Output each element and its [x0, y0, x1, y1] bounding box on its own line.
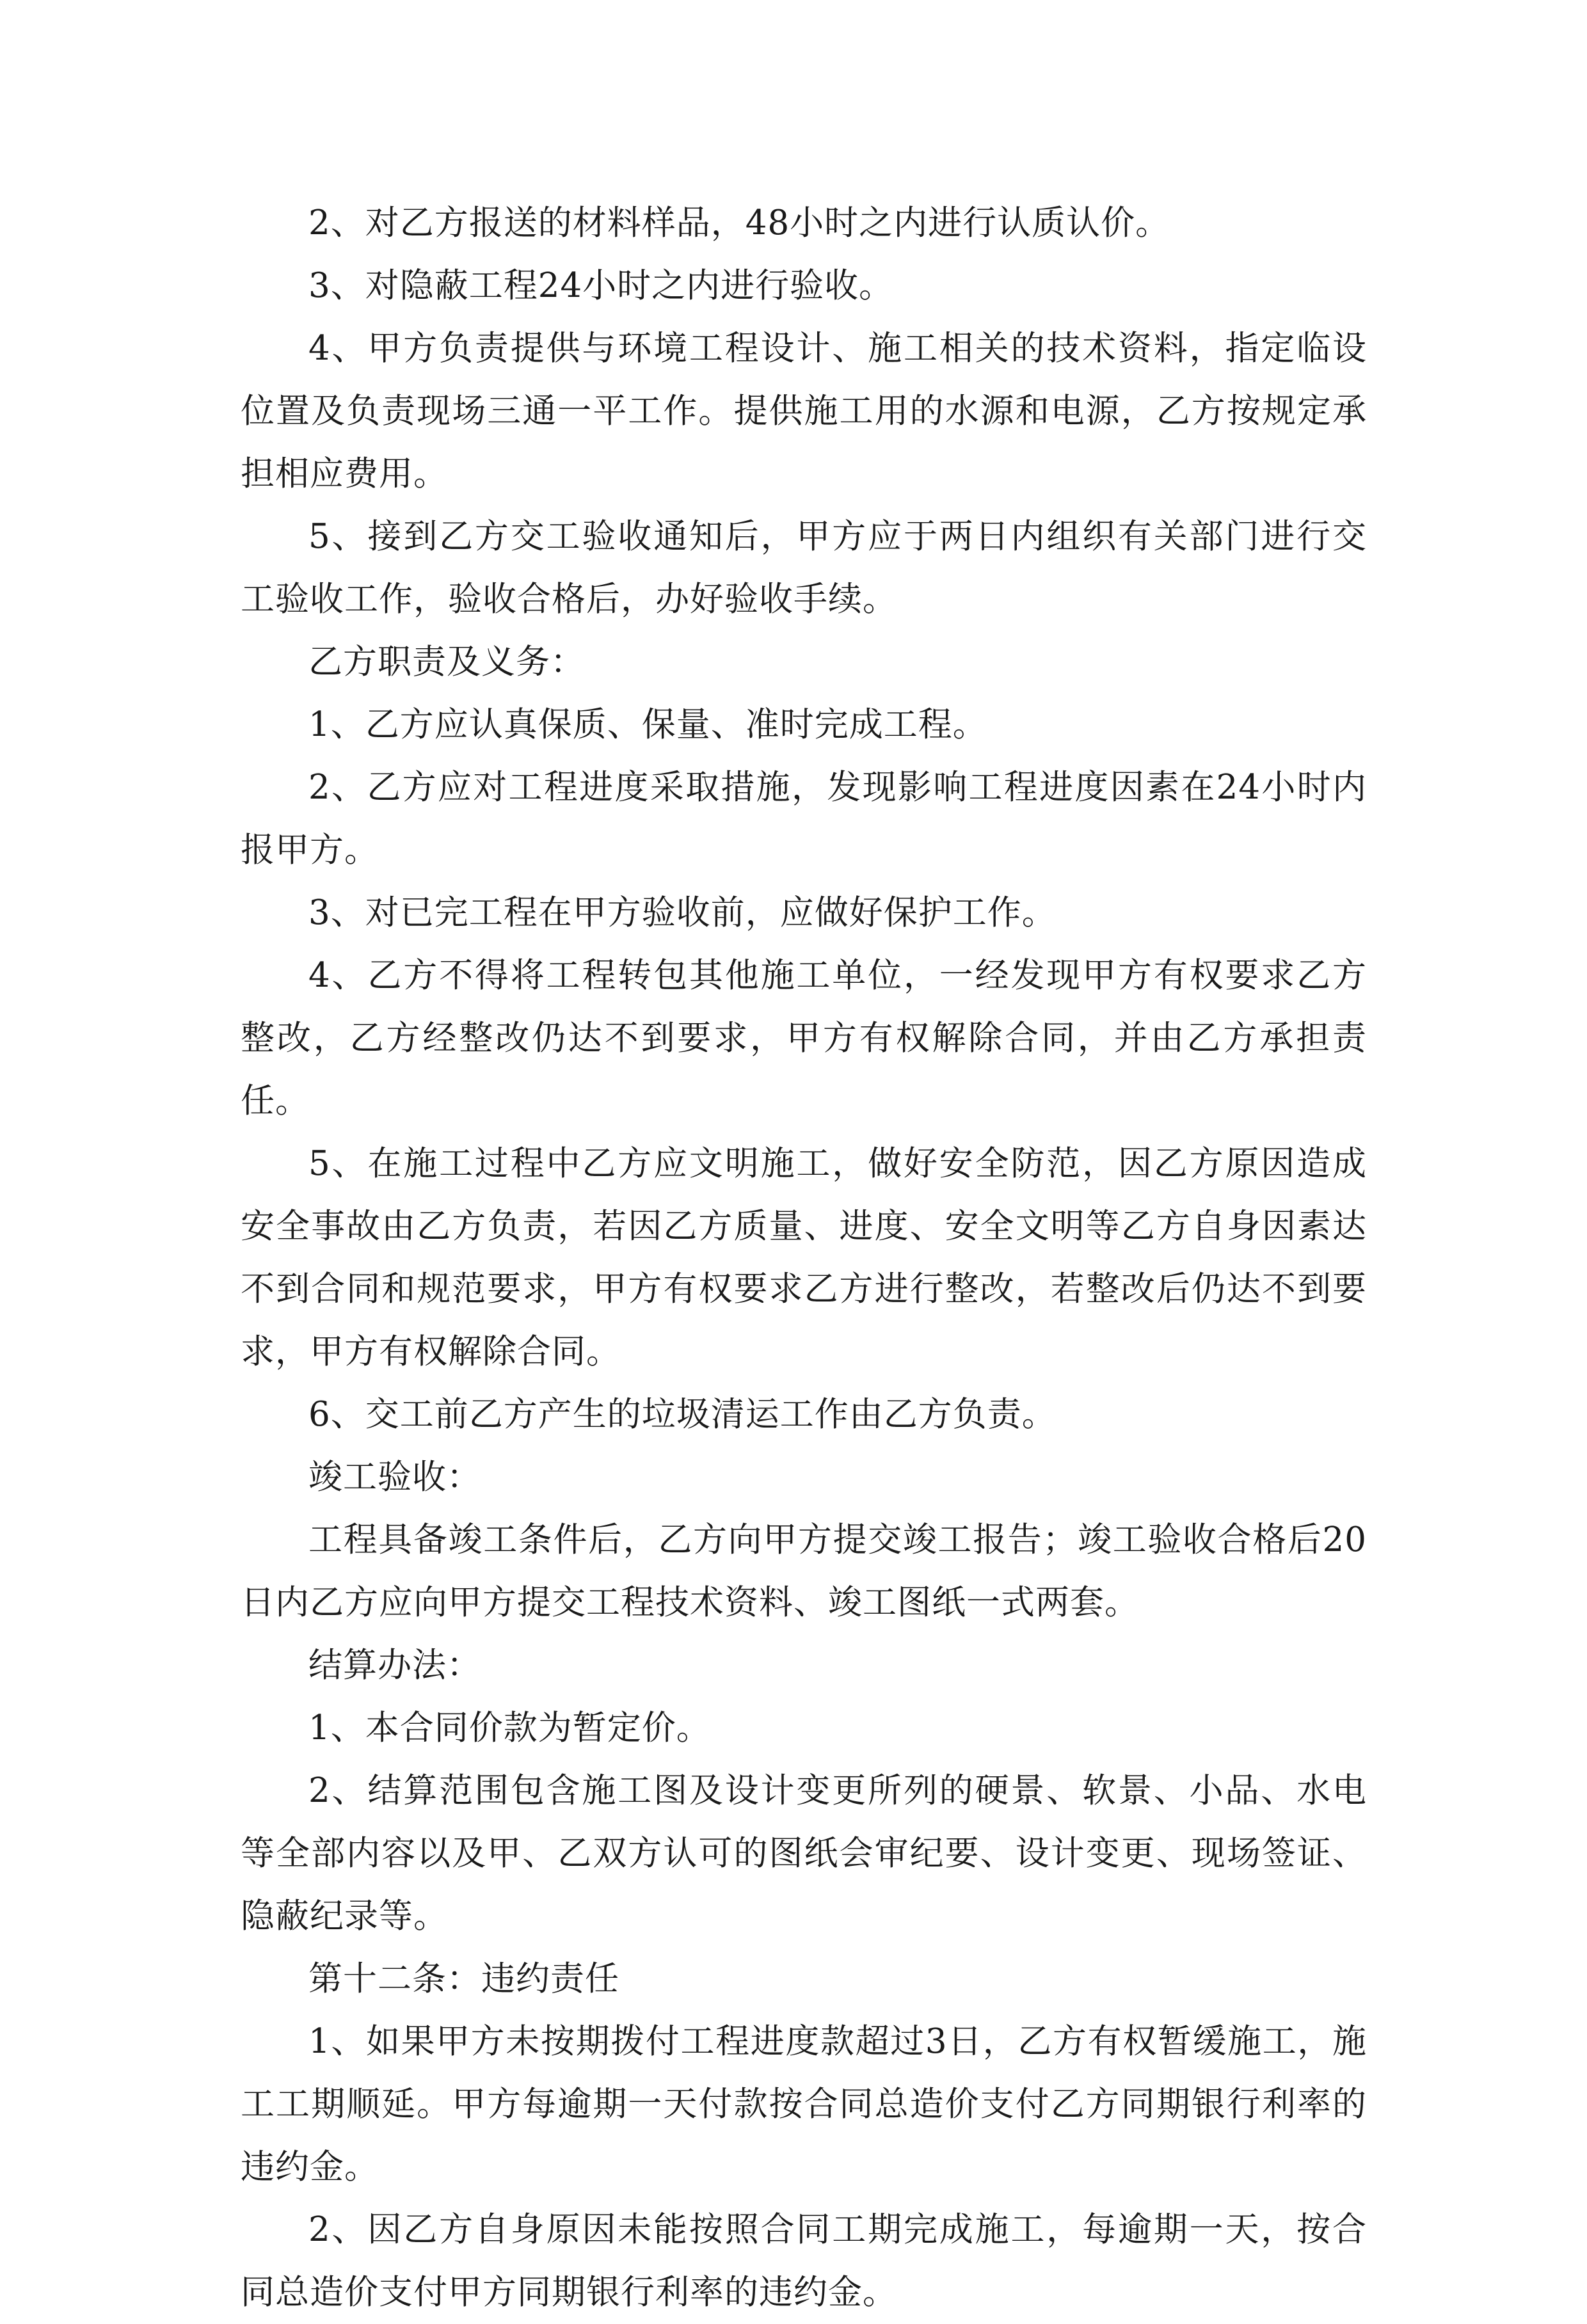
paragraph-2: 3、对隐蔽工程24小时之内进行验收。 — [308, 266, 894, 305]
section-heading-party-b-duties: 乙方职责及义务： — [308, 642, 585, 681]
paragraph-13: 工程具备竣工条件后，乙方向甲方提交竣工报告；竣工验收合格后20日内乙方应向甲方提交工程技术资料、竣工图纸一式两套。 — [241, 1520, 1367, 1622]
paragraph-1: 2、对乙方报送的材料样品，48小时之内进行认质认价。 — [308, 203, 1170, 243]
paragraph-19: 2、因乙方自身原因未能按照合同工期完成施工，每逾期一天，按合同总造价支付甲方同期银行利率的违约金。 — [241, 2210, 1367, 2312]
paragraph-16: 2、结算范围包含施工图及设计变更所列的硬景、软景、小品、水电等全部内容以及甲、乙双方认可的图纸会审纪要、设计变更、现场签证、隐蔽纪录等。 — [241, 1771, 1367, 1936]
paragraph-4: 5、接到乙方交工验收通知后，甲方应于两日内组织有关部门进行交工验收工作，验收合格后，办好验收手续。 — [241, 517, 1367, 619]
section-heading-settlement: 结算办法： — [308, 1646, 481, 1685]
paragraph-8: 3、对已完工程在甲方验收前，应做好保护工作。 — [308, 893, 1057, 932]
paragraph-18: 1、如果甲方未按期拨付工程进度款超过3日，乙方有权暂缓施工，施工工期顺延。甲方每逾期一天付款按合同总造价支付乙方同期银行利率的违约金。 — [241, 2022, 1367, 2186]
paragraph-15: 1、本合同价款为暂定价。 — [308, 1708, 711, 1747]
paragraph-6: 1、乙方应认真保质、保量、准时完成工程。 — [308, 705, 987, 744]
document-body — [241, 192, 1367, 2324]
section-heading-article-12: 第十二条：违约责任 — [308, 1959, 619, 1998]
paragraph-9: 4、乙方不得将工程转包其他施工单位，一经发现甲方有权要求乙方整改，乙方经整改仍达不到要求，甲方有权解除合同，并由乙方承担责任。 — [241, 956, 1367, 1120]
paragraph-7: 2、乙方应对工程进度采取措施，发现影响工程进度因素在24小时内报甲方。 — [241, 768, 1367, 870]
paragraph-10: 5、在施工过程中乙方应文明施工，做好安全防范，因乙方原因造成安全事故由乙方负责，若因乙方质量、进度、安全文明等乙方自身因素达不到合同和规范要求，甲方有权要求乙方进行整改，若整改后仍达不到要求，甲方有权解除合同。 — [241, 1144, 1367, 1371]
paragraph-11: 6、交工前乙方产生的垃圾清运工作由乙方负责。 — [308, 1395, 1057, 1434]
section-heading-completion-acceptance: 竣工验收： — [308, 1458, 481, 1497]
paragraph-3: 4、甲方负责提供与环境工程设计、施工相关的技术资料，指定临设位置及负责现场三通一平工作。提供施工用的水源和电源，乙方按规定承担相应费用。 — [241, 329, 1367, 493]
